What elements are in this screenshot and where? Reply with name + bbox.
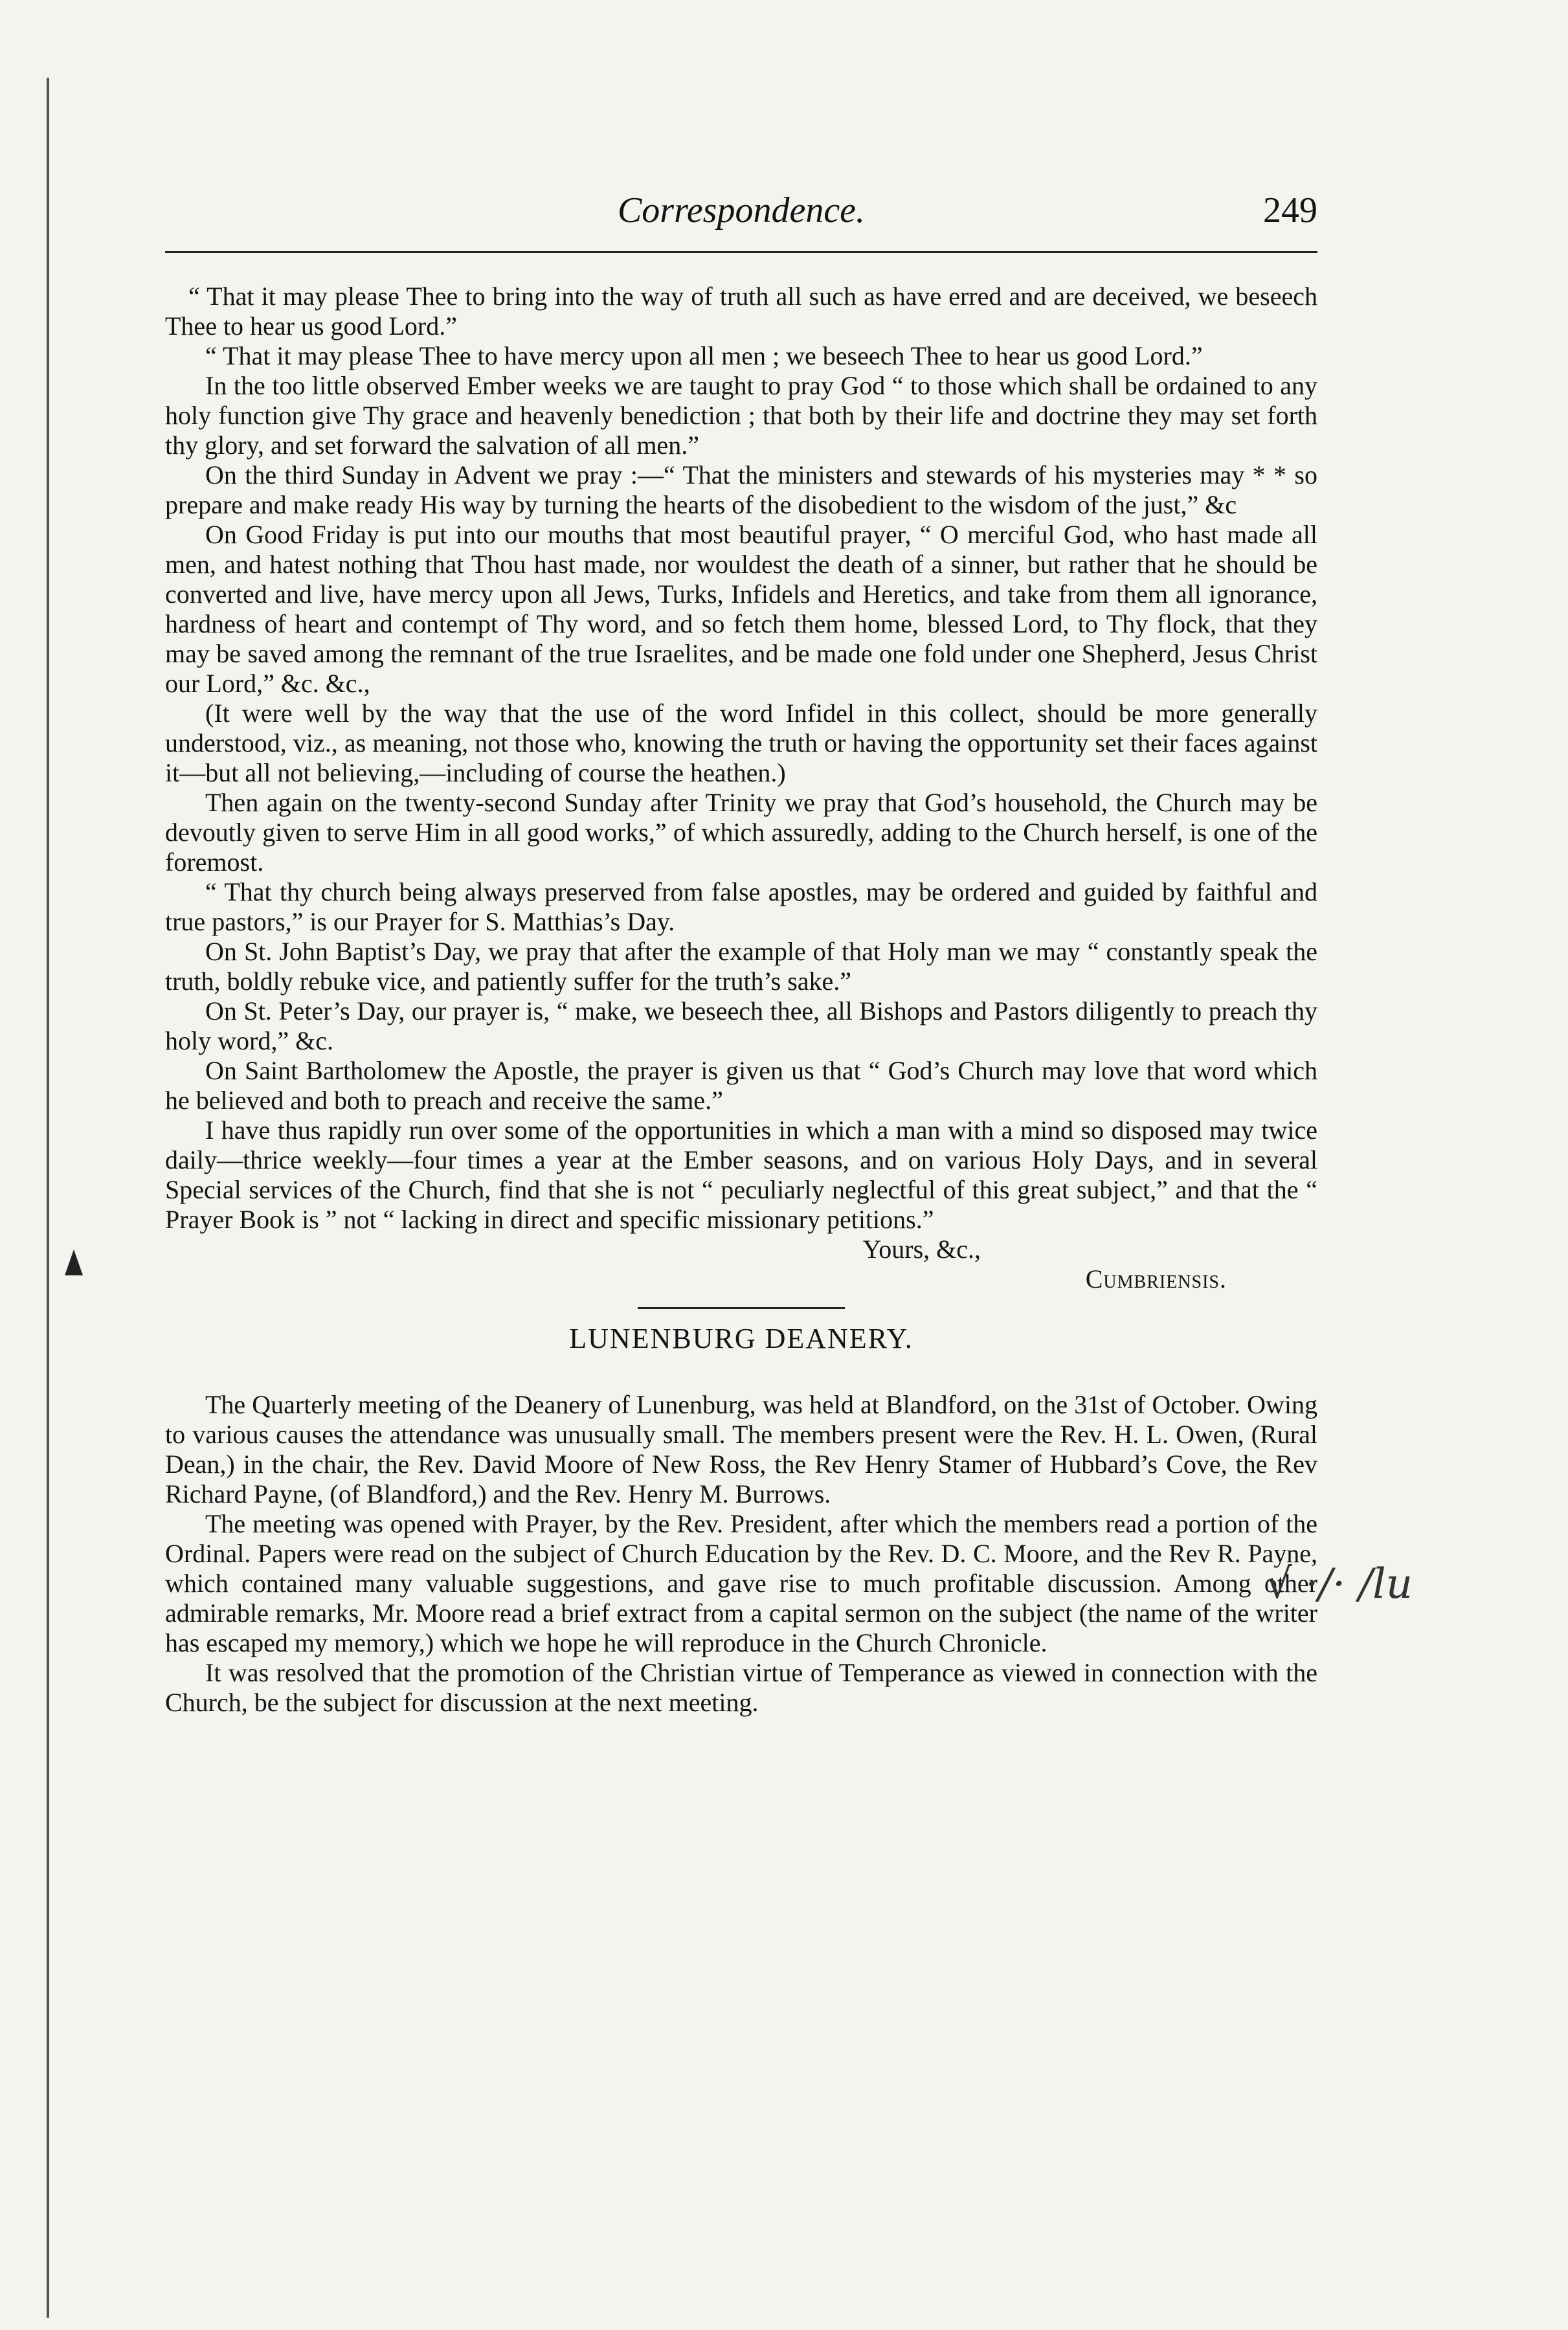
page-number: 249 bbox=[1263, 190, 1317, 230]
section-divider bbox=[638, 1307, 845, 1309]
body-paragraph: I have thus rapidly run over some of the opportunities in which a man with a mind so disposed may twice daily—thrice weekly—four times a year at the Ember seasons, and on various Holy Days, and in several Special services of the Church, find that she is not “ peculiarly neglectful of this great subject,” and that the “ Prayer Book is ” not “ lacking in direct and specific missionary petitions.” bbox=[165, 1115, 1317, 1234]
handwritten-margin-note: √ ·/· /lu bbox=[1266, 1560, 1413, 1608]
letter-signature: Cumbriensis. bbox=[1085, 1264, 1227, 1294]
left-margin-rule bbox=[47, 78, 49, 2318]
section-paragraph: The meeting was opened with Prayer, by the Rev. President, after which the members read a portion of the Ordinal. Papers were read on the subject of Church Education by the Rev. D. C. Moore, and the Rev R. Payne, which contained many valuable suggestions, and gave rise to much profitable discussion. Among other admirable remarks, Mr. Moore read a brief extract from a capital sermon on the subject (the name of the writer has escaped my memory,) which we hope he will reproduce in the Church Chronicle. bbox=[165, 1509, 1317, 1657]
body-paragraph: On Saint Bartholomew the Apostle, the prayer is given us that “ God’s Church may love that word which he believed and both to preach and receive the same.” bbox=[165, 1056, 1317, 1115]
body-paragraph: “ That it may please Thee to bring into the way of truth all such as have erred and are deceived, we beseech Thee to hear us good Lord.” bbox=[165, 282, 1317, 341]
page-header bbox=[165, 185, 1317, 243]
body-paragraph: “ That it may please Thee to have mercy upon all men ; we beseech Thee to hear us good Lord.” bbox=[205, 341, 1203, 370]
section-title: LUNENBURG DEANERY. bbox=[569, 1323, 913, 1354]
header-rule bbox=[165, 251, 1317, 253]
section-paragraph: The Quarterly meeting of the Deanery of Lunenburg, was held at Blandford, on the 31st of October. Owing to various causes the attendance was unusually small. The members present were the Rev. H. L. Owen, (Rural Dean,) in the chair, the Rev. David Moore of New Ross, the Rev Henry Stamer of Hubbard’s Cove, the Rev Richard Payne, (of Blandford,) and the Rev. Henry M. Burrows. bbox=[165, 1390, 1317, 1508]
body-paragraph: On the third Sunday in Advent we pray :—“ That the ministers and stewards of his mysteries may * * so prepare and make ready His way by turning the hearts of the disobedient to the wisdom of the just,” &c bbox=[165, 460, 1317, 519]
running-title: Correspondence. bbox=[617, 190, 866, 230]
body-paragraph: Then again on the twenty-second Sunday after Trinity we pray that God’s household, the Church may be devoutly given to serve Him in all good works,” of which assuredly, adding to the Church herself, is one of the foremost. bbox=[165, 788, 1317, 877]
body-paragraph: On Good Friday is put into our mouths that most beautiful prayer, “ O merciful God, who hast made all men, and hatest nothing that Thou hast made, nor wouldest the death of a sinner, but rather that he should be converted and live, have mercy upon all Jews, Turks, Infidels and Heretics, and take from them all ignorance, hardness of heart and contempt of Thy word, and so fetch them home, blessed Lord, to Thy flock, that they may be saved among the remnant of the true Israelites, and be made one fold under one Shepherd, Jesus Christ our Lord,” &c. &c., bbox=[165, 520, 1317, 698]
body-paragraph: (It were well by the way that the use of the word Infidel in this collect, should be more generally understood, viz., as meaning, not those who, knowing the truth or having the opportunity set their faces against it—but all not believing,—including of course the heathen.) bbox=[165, 699, 1317, 787]
body-paragraph: “ That thy church being always preserved from false apostles, may be ordered and guided by faithful and true pastors,” is our Prayer for S. Matthias’s Day. bbox=[165, 877, 1317, 936]
letter-closing: Yours, &c., bbox=[862, 1235, 981, 1264]
body-paragraph: On St. John Baptist’s Day, we pray that after the example of that Holy man we may “ constantly speak the truth, boldly rebuke vice, and patiently suffer for the truth’s sake.” bbox=[165, 937, 1317, 996]
page-body bbox=[165, 282, 1317, 1718]
body-paragraph: In the too little observed Ember weeks we are taught to pray God “ to those which shall be ordained to any holy function give Thy grace and heavenly benediction ; that both by their life and doctrine they may set forth thy glory, and set forward the salvation of all men.” bbox=[165, 371, 1317, 460]
margin-arrow-mark bbox=[65, 1249, 83, 1275]
section-paragraph: It was resolved that the promotion of the Christian virtue of Temperance as viewed in connection with the Church, be the subject for discussion at the next meeting. bbox=[165, 1658, 1317, 1717]
body-paragraph: On St. Peter’s Day, our prayer is, “ make, we beseech thee, all Bishops and Pastors diligently to preach thy holy word,” &c. bbox=[165, 996, 1317, 1055]
